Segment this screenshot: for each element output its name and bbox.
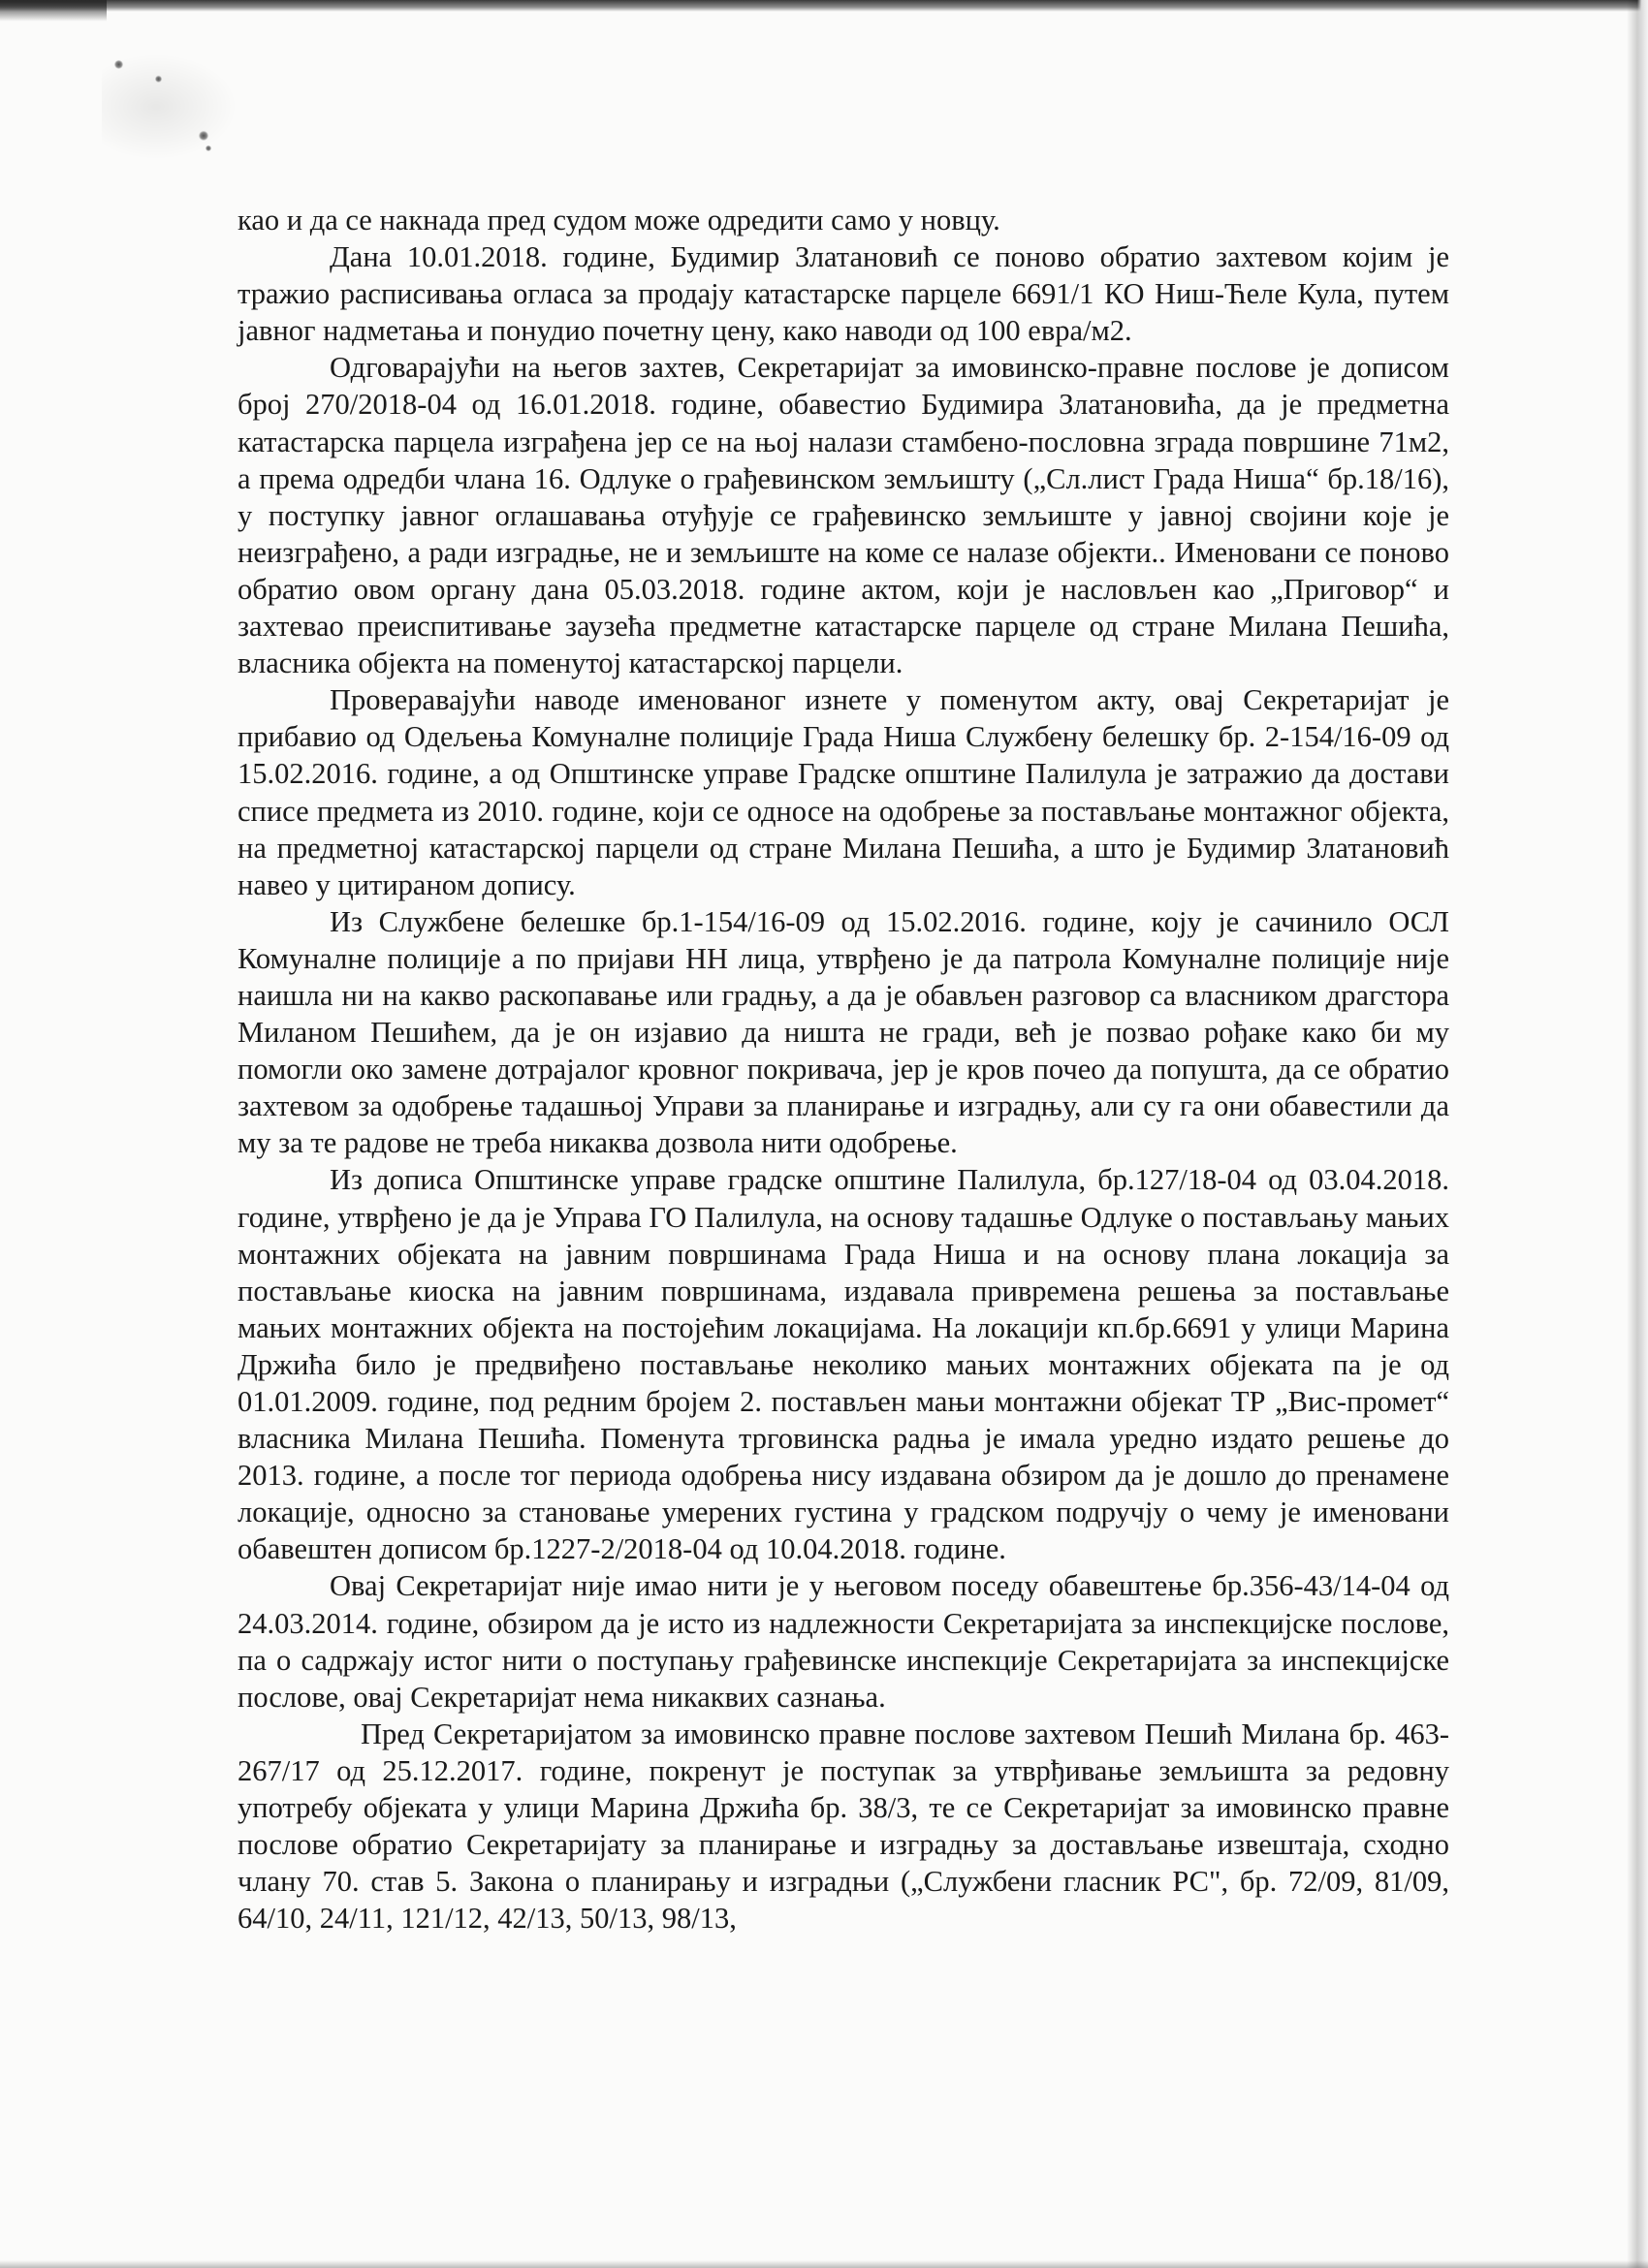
paragraph-continuation: као и да се накнада пред судом може одредити само у новцу. <box>238 204 1000 236</box>
paragraph-verification: Проверавајући наводе именованог изнете у поменутом акту, овај Секретаријат је прибавио од Одељења Комуналне полиције Града Ниша Службену белешку бр. 2-154/16-09 од 15.02.2016. године, а од Општинске управе Градске општине Палилула је затражио да достави списе предмета из 2010. године, који се односе на одобрење за постављање монтажног објекта, на предметној катастарској парцели од стране Милана Пешића, а што је Будимир Златановић навео у цитираном допису. <box>238 683 1449 901</box>
paper-crease <box>102 53 238 160</box>
scan-edge-right <box>1627 0 1648 2268</box>
paragraph-notice-inspection: Овај Секретаријат није имао нити је у његовом поседу обавештење бр.356-43/14-04 од 24.03.2014. године, обзиром да је исто из надлежности Секретаријата за инспекцијске послове, па о садржају истог нити о поступању грађевинске инспекције Секретаријата за инспекцијске послове, овај Секретаријат нема никаквих сазнања. <box>238 1569 1449 1714</box>
staple-hole-mark <box>206 145 211 151</box>
paragraph-request-auction: Дана 10.01.2018. године, Будимир Златановић се поново обратио захтевом којим је тражио расписивања огласа за продају катастарске парцеле 6691/1 КО Ниш-Ћеле Кула, путем јавног надметања и понудио почетну цену, како наводи од 100 евра/м2. <box>238 240 1449 348</box>
paragraph-secretariat-reply: Одговарајући на његов захтев, Секретаријат за имовинско-правне послове је дописом број 270/2018-04 од 16.01.2018. године, обавестио Будимира Златановића, да је предметна катастарска парцела изграђена јер се на њој налази стамбено-пословна зграда површине 71м2, а према одредби члана 16. Одлуке о грађевинском земљишту („Сл.лист Града Ниша“ бр.18/16), у поступку јавног оглашавања отуђује се грађевинско земљиште у јавној својини које је неизграђено, а ради изградње, не и земљиште на коме се налазе објекти.. Именовани се поново обратио овом органу дана 05.03.2018. године актом, који је насловљен као „Приговор“ и захтевао преиспитивање заузећа предметне катастарске парцеле од стране Милана Пешића, власника објекта на поменутој катастарској парцели. <box>238 351 1449 680</box>
document-body <box>238 202 1449 1937</box>
scan-edge-top <box>0 0 1648 12</box>
paragraph-official-note: Из Службене белешке бр.1-154/16-09 од 15.02.2016. године, коју је сачинило ОСЛ Комуналне полиције а по пријави НН лица, утврђено је да патрола Комуналне полиције није наишла ни на какво раскопавање или градњу, а да је обављен разговор са власником драгстора Миланом Пешићем, да је он изјавио да ништа не гради, већ је позвао рођаке како би му помогли око замене дотрајалог кровног покривача, јер је кров почео да попушта, да се обратио захтевом за одобрење тадашњој Управи за планирање и изградњу, али су га они обавестили да му за те радове не треба никаква дозвола нити одобрење. <box>238 904 1449 1160</box>
scan-edge-corner <box>0 0 107 21</box>
staple-hole-mark <box>114 60 123 69</box>
paragraph-procedure: Пред Секретаријатом за имовинско правне послове захтевом Пешић Милана бр. 463-267/17 од 25.12.2017. године, покренут је поступак за утврђивање земљишта за редовну употребу објеката у улици Марина Држића бр. 38/3, те се Секретаријат за имовинско правне послове обратио Секретаријату за планирање и изградњу за достављање извештаја, сходно члану 70. став 5. Закона о планирању и изградњи („Службени гласник РС", бр. 72/09, 81/09, 64/10, 24/11, 121/12, 42/13, 50/13, 98/13, <box>238 1717 1449 1936</box>
paragraph-palilula-letter: Из дописа Општинске управе градске општине Палилула, бр.127/18-04 од 03.04.2018. године, утврђено је да је Управа ГО Палилула, на основу тадашње Одлуке о постављању мањих монтажних објеката на јавним површинама Града Ниша и на основу плана локација за постављање киоска на јавним површинама, издавала привремена решења за постављање мањих монтажних објекта на постојећим локацијама. На локацији кп.бр.6691 у улици Марина Држића било је предвиђено постављање неколико мањих монтажних објеката па је од 01.01.2009. године, под редним бројем 2. постављен мањи монтажни објекат ТР „Вис-промет“ власника Милана Пешића. Поменута трговинска радња је имала уредно издато решење до 2013. године, а после тог периода одобрења нису издавана обзиром да је дошло до пренамене локације, односно за становање умерених густина у градском подручју о чему је именовани обавештен дописом бр.1227-2/2018-04 од 10.04.2018. године. <box>238 1163 1449 1566</box>
staple-hole-mark <box>199 131 208 141</box>
scan-edge-bottom <box>0 2260 1648 2268</box>
staple-hole-mark <box>155 76 162 82</box>
